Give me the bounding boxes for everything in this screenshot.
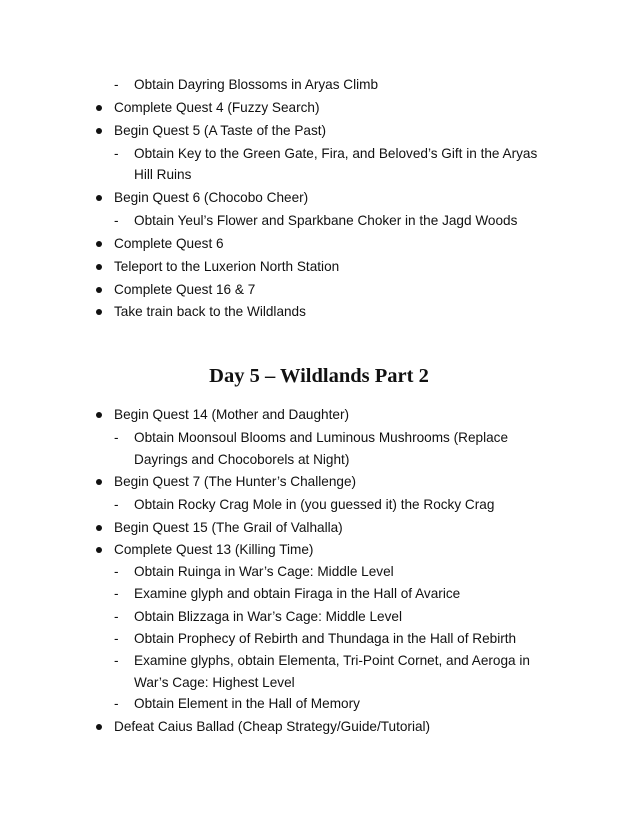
- list-item: [114, 212, 518, 230]
- list-item-continuation: [134, 451, 349, 469]
- list-item-text: War’s Cage: Highest Level: [134, 675, 295, 690]
- list-item: [114, 585, 461, 603]
- dash-marker: -: [114, 631, 119, 646]
- list-item-text: Obtain Moonsoul Blooms and Luminous Mushrooms (Replace: [134, 430, 509, 445]
- list-item-text: Begin Quest 6 (Chocobo Cheer): [114, 190, 309, 205]
- list-item: [114, 122, 326, 140]
- dash-marker: -: [114, 213, 119, 228]
- list-item: [114, 76, 379, 94]
- list-item: [114, 541, 313, 559]
- list-item: [114, 473, 356, 491]
- list-item: [114, 608, 402, 626]
- list-item-text: Obtain Dayring Blossoms in Aryas Climb: [134, 77, 379, 92]
- list-item-text: Hill Ruins: [134, 167, 192, 182]
- list-item: [114, 406, 349, 424]
- list-item: [114, 563, 394, 581]
- list-item-text: Complete Quest 4 (Fuzzy Search): [114, 100, 320, 115]
- dash-marker: -: [114, 564, 119, 579]
- list-item-text: Obtain Ruinga in War’s Cage: Middle Level: [134, 564, 394, 579]
- section-heading: Day 5 – Wildlands Part 2: [209, 365, 429, 387]
- list-item-text: Obtain Prophecy of Rebirth and Thundaga in the Hall of Rebirth: [134, 631, 517, 646]
- list-item-text: Teleport to the Luxerion North Station: [114, 259, 340, 274]
- list-item: [114, 235, 224, 253]
- list-item: [114, 189, 308, 207]
- list-item-text: Dayrings and Chocoborels at Night): [134, 452, 350, 467]
- list-item-text: Begin Quest 15 (The Grail of Valhalla): [114, 520, 343, 535]
- list-item-text: Complete Quest 16 & 7: [114, 282, 256, 297]
- list-item: [114, 281, 255, 299]
- list-item-text: Complete Quest 13 (Killing Time): [114, 542, 314, 557]
- list-item-continuation: [134, 674, 295, 692]
- list-item: [114, 429, 509, 447]
- list-item-text: Obtain Yeul’s Flower and Sparkbane Choker in the Jagd Woods: [134, 213, 518, 228]
- list-item-text: Obtain Rocky Crag Mole in (you guessed it) the Rocky Crag: [134, 497, 495, 512]
- dash-marker: -: [114, 430, 119, 445]
- list-item: [114, 303, 306, 321]
- list-item-text: Obtain Blizzaga in War’s Cage: Middle Level: [134, 609, 402, 624]
- dash-marker: -: [114, 77, 119, 92]
- list-item-text: Examine glyphs, obtain Elementa, Tri-Point Cornet, and Aeroga in: [134, 653, 530, 668]
- list-item-continuation: [134, 166, 191, 184]
- list-item: [114, 145, 538, 163]
- list-item-text: Begin Quest 5 (A Taste of the Past): [114, 123, 327, 138]
- dash-marker: -: [114, 146, 119, 161]
- list-item-text: Begin Quest 14 (Mother and Daughter): [114, 407, 350, 422]
- list-item-text: Examine glyph and obtain Firaga in the Hall of Avarice: [134, 586, 461, 601]
- list-item-text: Complete Quest 6: [114, 236, 224, 251]
- list-item-text: Obtain Element in the Hall of Memory: [134, 696, 360, 711]
- list-item: [114, 652, 530, 670]
- list-item: [114, 718, 430, 736]
- list-item: [114, 496, 495, 514]
- list-item: [114, 695, 360, 713]
- list-item: [114, 258, 339, 276]
- list-item-text: Begin Quest 7 (The Hunter’s Challenge): [114, 474, 357, 489]
- dash-marker: -: [114, 586, 119, 601]
- list-item: [114, 630, 517, 648]
- dash-marker: -: [114, 696, 119, 711]
- dash-marker: -: [114, 609, 119, 624]
- list-item-text: Take train back to the Wildlands: [114, 304, 306, 319]
- list-item-text: Obtain Key to the Green Gate, Fira, and Beloved’s Gift in the Aryas: [134, 146, 538, 161]
- dash-marker: -: [114, 653, 119, 668]
- list-item-text: Defeat Caius Ballad (Cheap Strategy/Guide/Tutorial): [114, 719, 431, 734]
- dash-marker: -: [114, 497, 119, 512]
- list-item: [114, 99, 320, 117]
- list-item: [114, 519, 343, 537]
